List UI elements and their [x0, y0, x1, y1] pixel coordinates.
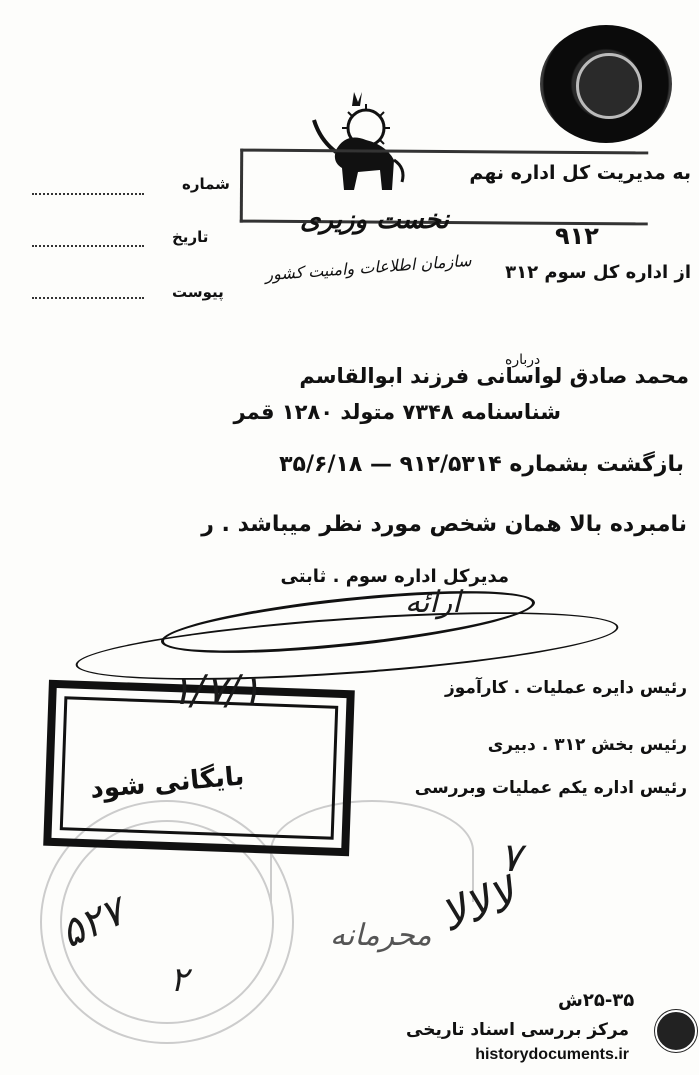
label-attachment: پیوست — [172, 283, 224, 301]
routing-line-2: رئیس بخش ۳۱۲ . دبیری — [487, 735, 687, 755]
watermark-text: مرکز بررسی اسناد تاریخی — [406, 1020, 629, 1040]
routing-line-3: رئیس اداره یکم عملیات وبررسی — [414, 778, 687, 798]
subject-line: محمد صادق لواسانی فرزند ابوالقاسم — [299, 364, 689, 388]
signature-line: مدیرکل اداره سوم . ثابتی — [280, 566, 509, 587]
lower-scribble-3: ۵۲۷ — [53, 888, 132, 958]
page-code: ۲۵-۳۵ش — [558, 990, 635, 1011]
number-field — [32, 193, 144, 195]
recipient-line: به مدیریت کل اداره نهم — [469, 162, 691, 184]
label-date: تاریخ — [172, 228, 209, 246]
routing-line-1: رئیس دایره عملیات . کارآموز — [444, 678, 687, 698]
subject-label: درباره — [505, 352, 541, 368]
signature-scribble-1: ﺍﺭﺍﺋﻪ — [405, 585, 461, 620]
label-number: شماره — [182, 175, 230, 193]
stamp-handwriting: ۱/۷/۱ — [170, 668, 262, 714]
id-line: شناسنامه ۷۳۴۸ متولد ۱۲۸۰ قمر — [233, 400, 561, 424]
lower-scribble-2: ﻻﻻﻻ — [433, 868, 522, 943]
attachment-field — [32, 297, 144, 299]
number-code: ۹۱۲ — [555, 222, 599, 250]
archive-stamp-text: بایگانی شود — [88, 761, 246, 805]
reference-line: بازگشت بشماره ۹۱۲/۵۳۱۴ — ۳۵/۶/۱۸ — [279, 452, 684, 477]
watermark-logo-icon — [655, 1010, 697, 1052]
ministry-name: نخست وزیری — [300, 205, 449, 235]
statement-line: نامبرده بالا همان شخص مورد نظر میباشد . ر — [201, 512, 687, 537]
ministry-seal — [540, 25, 672, 143]
from-line: از اداره کل سوم ۳۱۲ — [505, 262, 691, 283]
watermark-url: historydocuments.ir — [475, 1046, 629, 1063]
lower-scribble-4: ۲ — [170, 960, 189, 1000]
date-field — [32, 245, 144, 247]
lower-scribble-5: محرمانه — [330, 918, 432, 953]
lower-scribble-1: ۷ — [500, 835, 522, 881]
org-name: سازمان اطلاعات وامنیت کشور — [264, 250, 473, 285]
